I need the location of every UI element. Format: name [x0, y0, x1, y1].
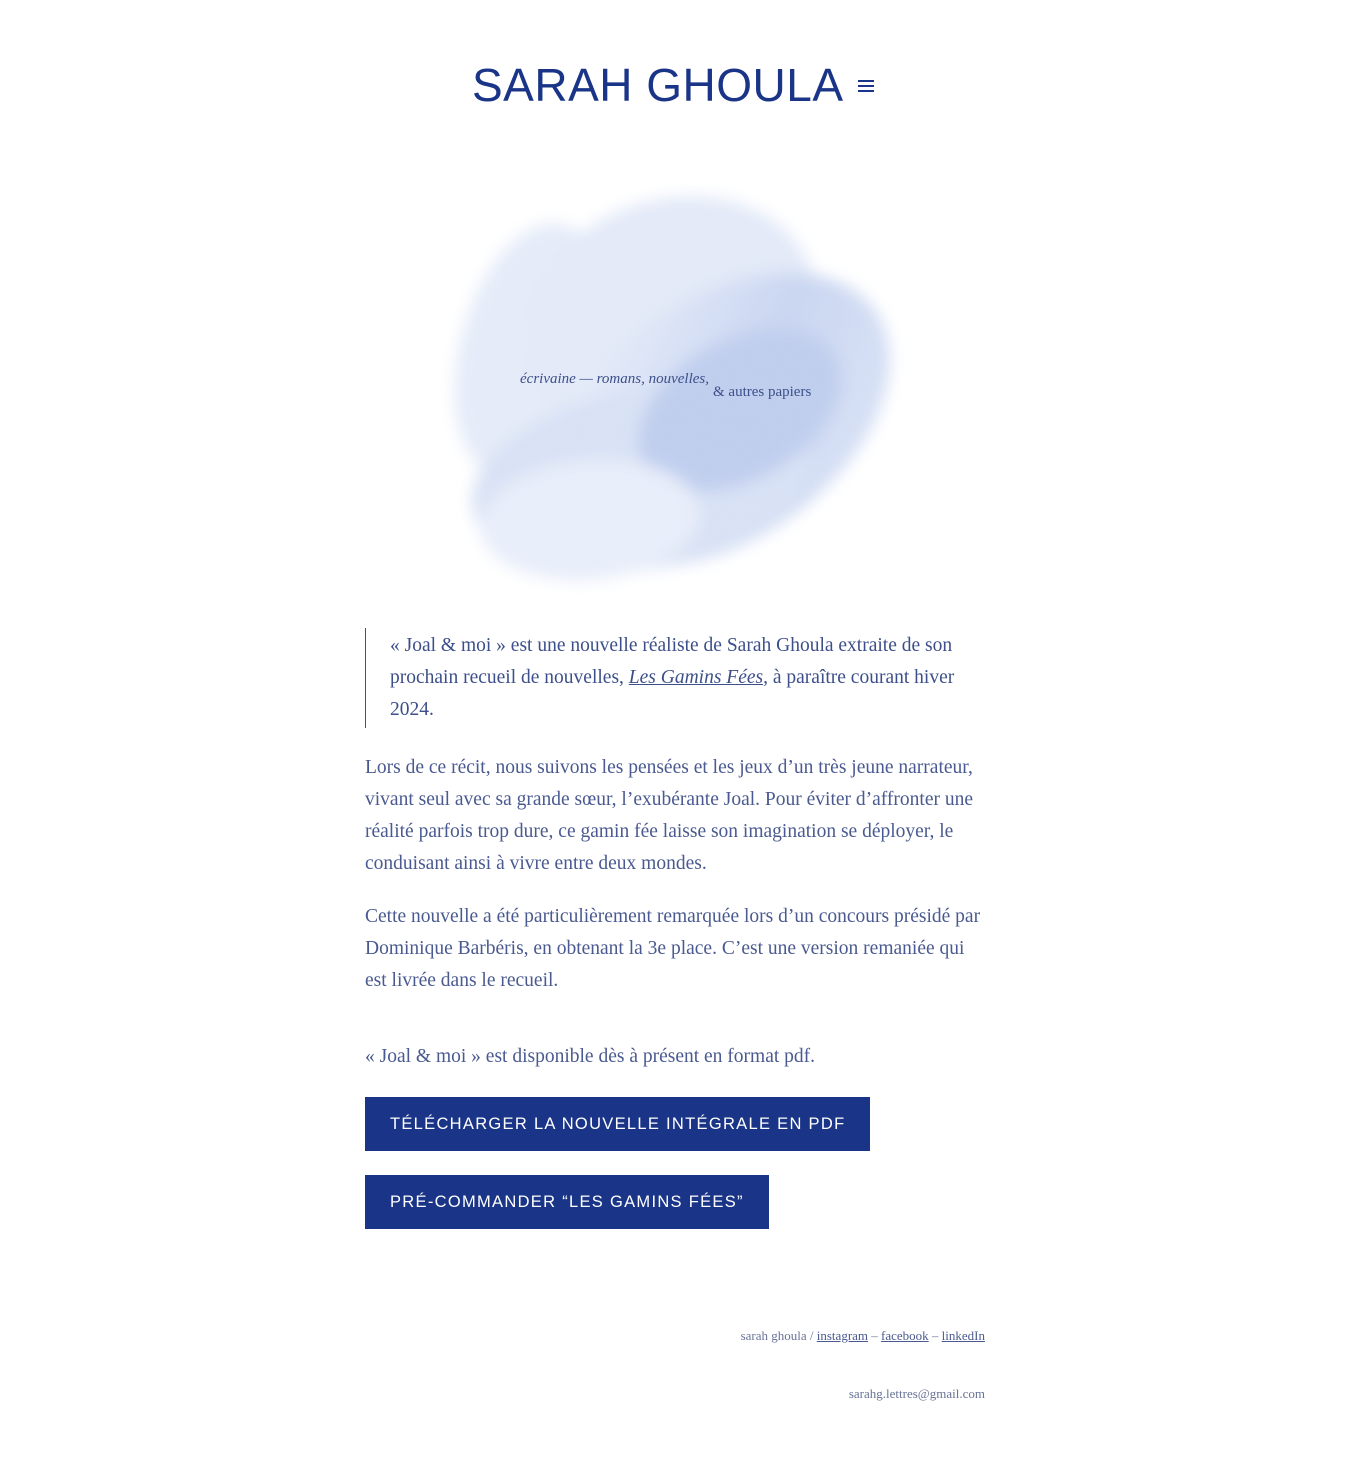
summary-paragraph: Lors de ce récit, nous suivons les pensées et les jeux d’un très jeune narrateur, vivant seul avec sa grande sœur, l’exubérante Joal. Pour éviter d’affronter une réalité parfois trop dure, ce gamin fée laisse son imagination se déployer, le conduisant ainsi à vivre entre deux mondes. — [365, 757, 974, 874]
footer-email[interactable]: sarahg.lettres@gmail.com — [848, 1386, 985, 1401]
tagline-italic: écrivaine — romans, nouvelles, — [520, 371, 709, 387]
main-content — [365, 628, 990, 1253]
book-title-link[interactable]: Les Gamins Fées — [628, 667, 764, 688]
hamburger-menu-icon[interactable] — [858, 78, 874, 94]
site-title[interactable]: SARAH GHOULA — [472, 59, 844, 111]
watercolor-blob-image — [420, 160, 940, 620]
preorder-button[interactable]: PRÉ-COMMANDER “LES GAMINS FÉES” — [365, 1175, 769, 1229]
intro-quote — [365, 628, 990, 728]
tagline — [520, 371, 812, 400]
quote-text-after: , à paraître courant hiver 2024. — [390, 667, 955, 720]
facebook-link[interactable]: facebook — [881, 1328, 929, 1343]
quote-text-before: « Joal & moi » est une nouvelle réaliste de Sarah Ghoula extraite de son prochain recueil de nouvelles, — [390, 635, 953, 688]
availability-text: « Joal & moi » est disponible dès à présent en format pdf. — [365, 1046, 816, 1067]
download-pdf-button[interactable]: TÉLÉCHARGER LA NOUVELLE INTÉGRALE EN PDF — [365, 1097, 870, 1151]
award-paragraph: Cette nouvelle a été particulièrement remarquée lors d’un concours présidé par Dominique Barbéris, en obtenant la 3e place. C’est une version remaniée qui est livrée dans le recueil. — [365, 906, 981, 991]
linkedin-link[interactable]: linkedIn — [941, 1328, 985, 1343]
site-header — [0, 52, 1350, 122]
footer-social — [741, 1328, 985, 1344]
site-footer — [741, 1328, 985, 1402]
hero-section — [420, 160, 940, 620]
footer-name: sarah ghoula / — [740, 1328, 817, 1343]
footer-separator: – — [868, 1328, 882, 1343]
instagram-link[interactable]: instagram — [816, 1328, 869, 1343]
tagline-rest: & autres papiers — [713, 384, 812, 400]
footer-separator: – — [928, 1328, 942, 1343]
